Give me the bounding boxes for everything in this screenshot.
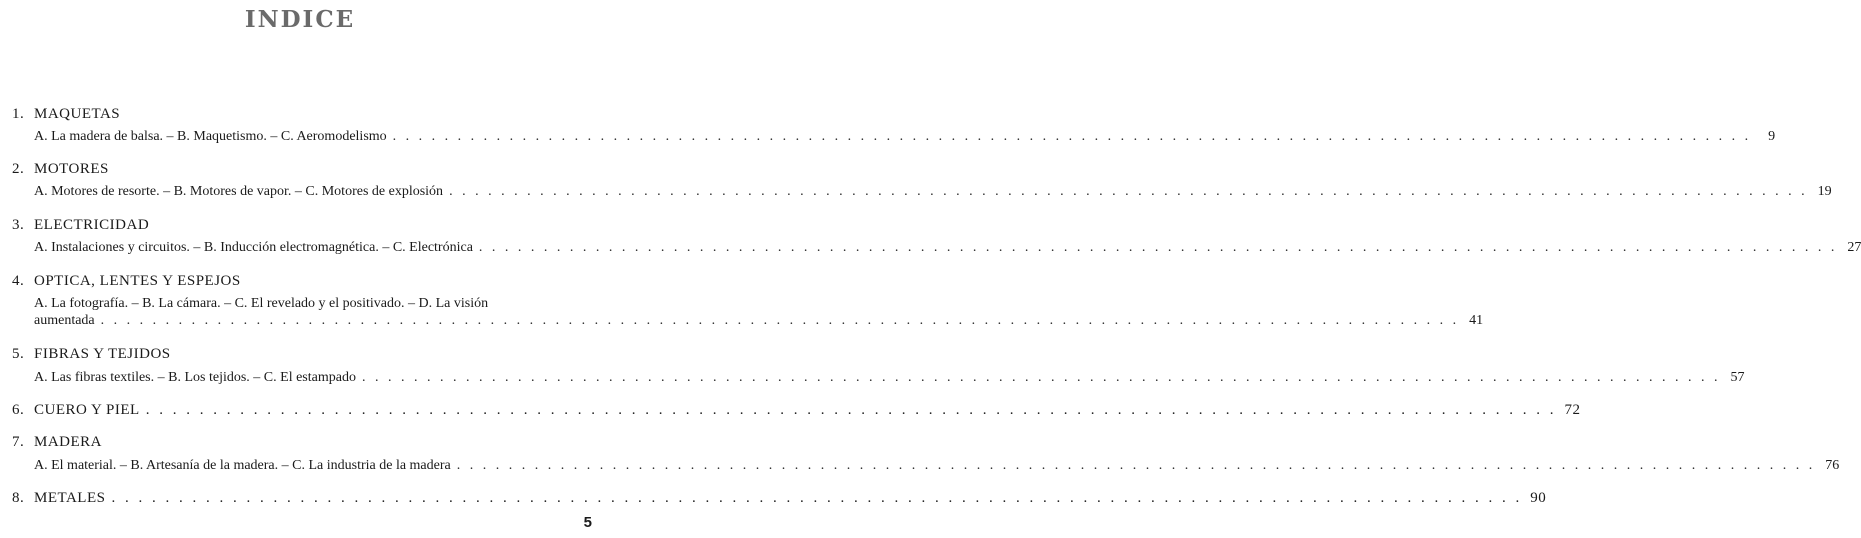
page-ref: 76 (1825, 458, 1840, 473)
section-subtitle: A. La madera de balsa. – B. Maquetismo. – C. Aeromodelismo (34, 129, 387, 144)
dot-leader: . . . . . . . . . . . . . . . . . . . . . . . . . . . . . . . . . . . . . . . . . . . . . . . . . . . . . . . . . . . . . . . . . . . . . . . . . . . . . . . . . . . . . . . . . . . . . . . . . . . . . . . . . (478, 240, 1838, 255)
section-number: 6. (12, 402, 25, 418)
section-heading-fibras (12, 345, 171, 363)
section-heading-metales (12, 489, 105, 507)
section-subtitle-continued: aumentada (34, 313, 95, 328)
section-title: OPTICA, LENTES Y ESPEJOS (34, 273, 241, 289)
section-title: METALES (34, 490, 106, 506)
section-title: CUERO Y PIEL (34, 402, 140, 418)
section-heading-motores (12, 160, 109, 178)
dot-leader: . . . . . . . . . . . . . . . . . . . . . . . . . . . . . . . . . . . . . . . . . . . . . . . . . . . . . . . . . . . . . . . . . . . . . . . . . . . . . . . . . . . . . . . . . . . . . . . . . . . . . . . . . (361, 370, 1721, 385)
section-title: MADERA (34, 434, 103, 450)
page-ref: 41 (1469, 313, 1484, 328)
section-heading-optica (12, 272, 241, 290)
section-title: MAQUETAS (34, 106, 121, 122)
section-number: 5. (12, 346, 25, 362)
toc-entry-madera[interactable] (34, 457, 1840, 475)
toc-entry-fibras[interactable] (34, 369, 1745, 387)
dot-leader: . . . . . . . . . . . . . . . . . . . . . . . . . . . . . . . . . . . . . . . . . . . . . . . . . . . . . . . . . . . . . . . . . . . . . . . . . . . . . . . . . . . . . . . . . . . . . . . . . . . . . . . . . (145, 402, 1557, 418)
dot-leader: . . . . . . . . . . . . . . . . . . . . . . . . . . . . . . . . . . . . . . . . . . . . . . . . . . . . . . . . . . . . . . . . . . . . . . . . . . . . . . . . . . . . . . . . . . . . . . . . . . . . . . . . . (100, 313, 1460, 328)
toc-entry-optica[interactable] (34, 312, 1484, 330)
section-number: 3. (12, 217, 25, 233)
page-number: 5 (583, 514, 592, 531)
section-subtitle: A. La fotografía. – B. La cámara. – C. El revelado y el positivado. – D. La visión (34, 296, 489, 311)
toc-entry-motores[interactable] (34, 183, 1832, 201)
section-number: 1. (12, 106, 25, 122)
section-number: 8. (12, 490, 25, 506)
toc-entry-metales[interactable] (12, 489, 1547, 507)
section-title: ELECTRICIDAD (34, 217, 150, 233)
section-number: 2. (12, 161, 25, 177)
page-ref: 57 (1730, 370, 1745, 385)
page-ref: 9 (1768, 129, 1776, 144)
dot-leader: . . . . . . . . . . . . . . . . . . . . . . . . . . . . . . . . . . . . . . . . . . . . . . . . . . . . . . . . . . . . . . . . . . . . . . . . . . . . . . . . . . . . . . . . . . . . . . . . . . . . . . . . . (392, 129, 1752, 144)
page-ref: 72 (1564, 402, 1581, 418)
section-subtitle: A. El material. – B. Artesanía de la madera. – C. La industria de la madera (34, 458, 451, 473)
section-heading-electricidad (12, 216, 149, 234)
section-title: MOTORES (34, 161, 109, 177)
toc-entry-maquetas[interactable] (34, 128, 1776, 146)
page-ref: 19 (1817, 184, 1832, 199)
section-title: FIBRAS Y TEJIDOS (34, 346, 171, 362)
page-title: INDICE (244, 6, 356, 33)
section-subtitle: A. Motores de resorte. – B. Motores de vapor. – C. Motores de explosión (34, 184, 444, 199)
page-ref: 90 (1530, 490, 1547, 506)
section-heading-cuero (12, 401, 140, 419)
dot-leader: . . . . . . . . . . . . . . . . . . . . . . . . . . . . . . . . . . . . . . . . . . . . . . . . . . . . . . . . . . . . . . . . . . . . . . . . . . . . . . . . . . . . . . . . . . . . . . . . . . . . . . . . . (456, 458, 1816, 473)
section-number: 7. (12, 434, 25, 450)
section-number: 4. (12, 273, 25, 289)
section-heading-madera (12, 433, 102, 451)
dot-leader: . . . . . . . . . . . . . . . . . . . . . . . . . . . . . . . . . . . . . . . . . . . . . . . . . . . . . . . . . . . . . . . . . . . . . . . . . . . . . . . . . . . . . . . . . . . . . . . . . . . . . . . . . (449, 184, 1808, 199)
section-subtitle: A. Instalaciones y circuitos. – B. Inducción electromagnética. – C. Electrónica (34, 240, 473, 255)
toc-entry-cuero[interactable] (12, 401, 1581, 419)
page-ref: 27 (1847, 240, 1861, 255)
section-heading-maquetas (12, 105, 120, 123)
section-subtitle: A. Las fibras textiles. – B. Los tejidos. – C. El estampado (34, 370, 356, 385)
dot-leader: . . . . . . . . . . . . . . . . . . . . . . . . . . . . . . . . . . . . . . . . . . . . . . . . . . . . . . . . . . . . . . . . . . . . . . . . . . . . . . . . . . . . . . . . . . . . . . . . . . . . . . . . . (111, 490, 1523, 506)
toc-entry-electricidad[interactable] (34, 239, 1861, 257)
